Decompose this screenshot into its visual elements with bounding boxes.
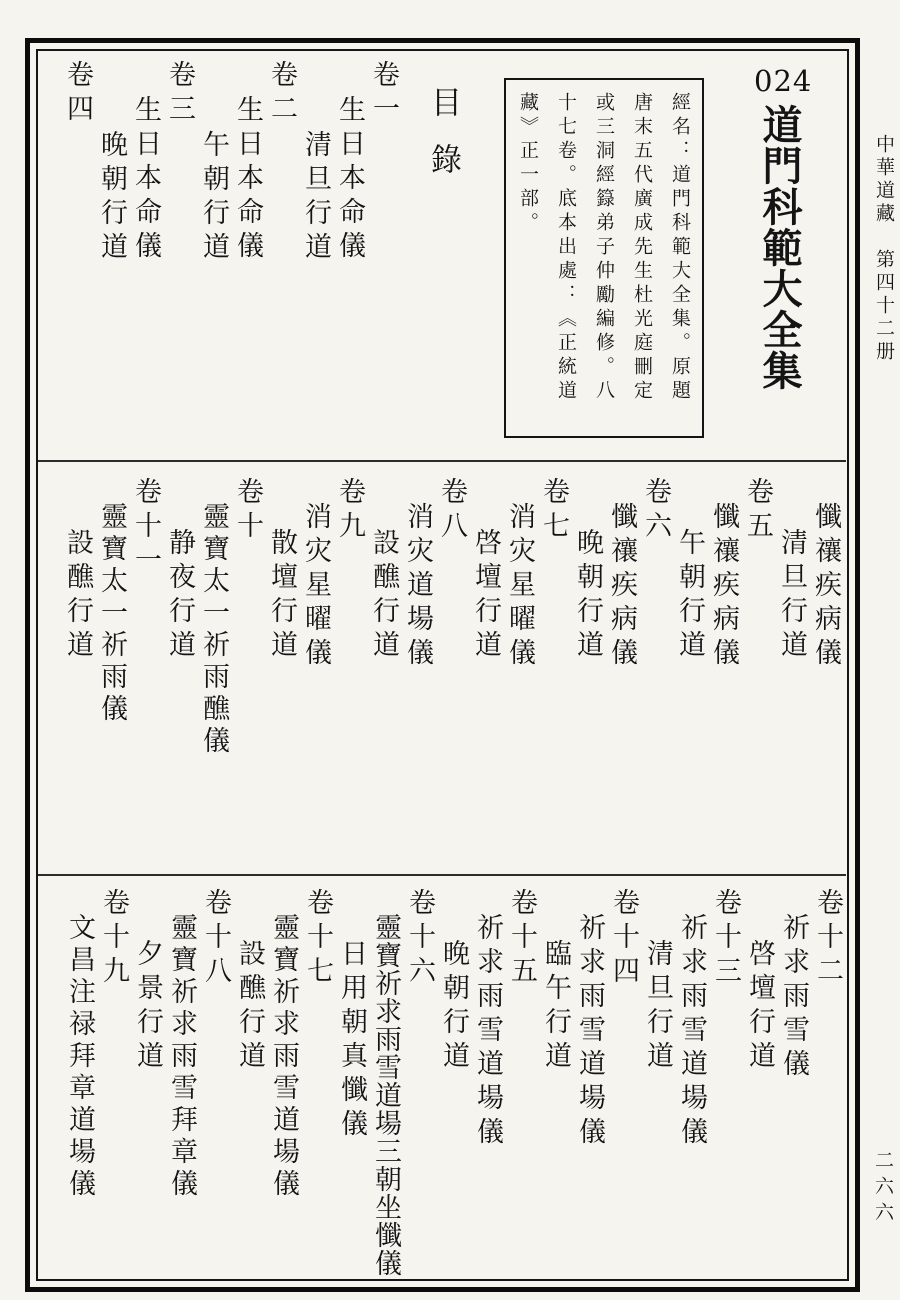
chapter-label: 卷八 [437, 477, 467, 545]
chapter-entry: 靈寶祈求雨雪道場儀 [269, 913, 299, 1201]
toc-chapter-6 [574, 477, 670, 873]
chapter-entry: 消灾星曜儀 [301, 502, 331, 672]
toc-chapter-19 [66, 888, 128, 1292]
book-title-block [754, 64, 813, 391]
chapter-entry: 清旦行道 [777, 528, 807, 664]
chapter-entry: 啓壇行道 [471, 528, 501, 664]
chapter-label: 卷十三 [711, 888, 741, 990]
colophon-line: 十七卷。底本出處：《正統道 [555, 92, 576, 404]
chapter-entry: 清旦行道 [643, 939, 673, 1075]
chapter-entry: 懺禳疾病儀 [811, 502, 841, 672]
toc-chapter-17 [236, 888, 332, 1292]
chapter-entry: 祈求雨雪道場儀 [473, 913, 503, 1151]
colophon-box [504, 78, 704, 438]
toc-chapter-4 [64, 60, 92, 462]
chapter-entry: 懺禳疾病儀 [709, 502, 739, 672]
chapter-entry: 散壇行道 [267, 528, 297, 664]
chapter-entry: 祈求雨雪儀 [779, 913, 809, 1083]
chapter-entry: 生日本命儀 [335, 95, 365, 265]
colophon-line: 或三洞經籙弟子仲勵編修。八 [593, 92, 614, 404]
chapter-entry: 設醮行道 [63, 528, 93, 664]
chapter-entry: 午朝行道 [675, 528, 705, 664]
chapter-label: 卷十一 [131, 477, 161, 579]
chapter-label: 卷十七 [303, 888, 333, 990]
chapter-entry: 生日本命儀 [131, 95, 161, 265]
toc-chapter-11 [64, 477, 160, 873]
chapter-label: 卷五 [743, 477, 773, 545]
chapter-entry: 臨午行道 [541, 939, 571, 1075]
chapter-entry: 懺禳疾病儀 [607, 502, 637, 672]
toc-chapter-9 [268, 477, 364, 873]
toc-chapter-14 [542, 888, 638, 1292]
chapter-entry: 消灾道場儀 [403, 502, 433, 672]
chapter-label: 卷二 [267, 60, 297, 128]
toc-chapter-1 [302, 60, 398, 462]
chapter-entry: 文昌注禄拜章道場儀 [65, 913, 95, 1201]
chapter-label: 卷三 [165, 60, 195, 128]
toc-chapter-15 [440, 888, 536, 1292]
chapter-entry: 靈寶太一祈雨醮儀 [199, 502, 229, 758]
chapter-entry: 祈求雨雪道場儀 [575, 913, 605, 1151]
chapter-entry: 午朝行道 [199, 130, 229, 266]
section-divider [38, 460, 846, 462]
collection-volume-label: 中華道藏 第四十二册 [873, 134, 894, 364]
colophon-line: 藏》正一部。 [517, 92, 538, 236]
chapter-entry: 靈寶祈求雨雪道場三朝坐懺儀 [371, 913, 401, 1277]
toc-band-1 [58, 60, 398, 462]
chapter-label: 卷十五 [507, 888, 537, 990]
chapter-label: 卷十四 [609, 888, 639, 990]
chapter-entry: 設醮行道 [235, 939, 265, 1075]
chapter-entry: 祈求雨雪道場儀 [677, 913, 707, 1151]
toc-heading: 目錄 [426, 86, 461, 200]
serial-number: 024 [754, 64, 813, 98]
page-number: 二六六 [872, 1150, 893, 1228]
colophon-line: 唐末五代廣成先生杜光庭刪定 [631, 92, 652, 404]
chapter-entry: 消灾星曜儀 [505, 502, 535, 672]
toc-chapter-8 [370, 477, 466, 873]
chapter-entry: 晚朝行道 [97, 130, 127, 266]
toc-chapter-2 [200, 60, 296, 462]
chapter-label: 卷一 [369, 60, 399, 128]
chapter-entry: 晚朝行道 [439, 939, 469, 1075]
toc-band-3 [60, 888, 842, 1292]
chapter-label: 卷十九 [99, 888, 129, 990]
chapter-label: 卷十 [233, 477, 263, 545]
toc-chapter-7 [472, 477, 568, 873]
chapter-label: 卷十八 [201, 888, 231, 990]
chapter-entry: 晚朝行道 [573, 528, 603, 664]
toc-chapter-12 [746, 888, 842, 1292]
section-divider [38, 874, 846, 876]
chapter-entry: 啓壇行道 [745, 939, 775, 1075]
chapter-entry: 設醮行道 [369, 528, 399, 664]
toc-chapter-3 [98, 60, 194, 462]
toc-chapter-5 [676, 477, 772, 873]
toc-chapter-4-entries [778, 477, 840, 873]
toc-chapter-16 [338, 888, 434, 1292]
chapter-label: 卷四 [63, 60, 93, 128]
chapter-label: 卷九 [335, 477, 365, 545]
book-title: 道門科範大全集 [757, 104, 802, 391]
chapter-entry: 靈寶太一祈雨儀 [97, 502, 127, 726]
chapter-entry: 靈寶祈求雨雪拜章儀 [167, 913, 197, 1201]
chapter-entry: 日用朝真懺儀 [337, 939, 367, 1143]
chapter-entry: 静夜行道 [165, 528, 195, 664]
chapter-label: 卷六 [641, 477, 671, 545]
chapter-entry: 生日本命儀 [233, 95, 263, 265]
toc-chapter-13 [644, 888, 740, 1292]
chapter-entry: 夕景行道 [133, 939, 163, 1075]
chapter-label: 卷十六 [405, 888, 435, 990]
toc-chapter-10 [166, 477, 262, 873]
chapter-entry: 清旦行道 [301, 130, 331, 266]
chapter-label: 卷十二 [813, 888, 843, 990]
chapter-label: 卷七 [539, 477, 569, 545]
toc-chapter-18 [134, 888, 230, 1292]
toc-band-2 [58, 477, 840, 873]
colophon-line: 經名：道門科範大全集。原題 [669, 92, 690, 404]
